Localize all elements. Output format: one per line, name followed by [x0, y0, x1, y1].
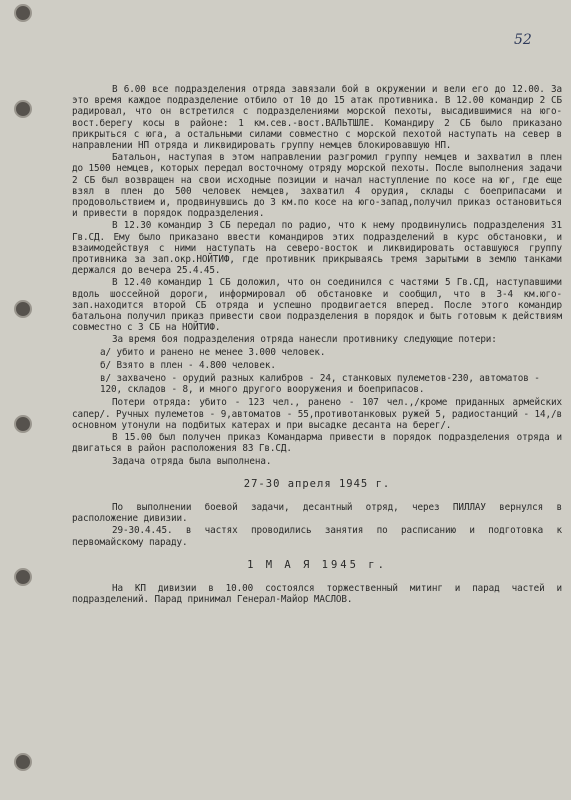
paragraph: В 15.00 был получен приказ Командарма привести в порядок подразделения отряда и двигаться в район расположения 83 Гв.СД.	[72, 432, 562, 455]
losses-list	[100, 347, 562, 396]
paragraph: В 12.40 командир 1 СБ доложил, что он соединился с частями 5 Гв.СД, наступавшими вдоль шоссейной дороги, информировал об обстановке и сообщил, что в 3-4 км.юго-зап.находится второй СБ отряда и успешно продвигается вперед. После этого командир батальона получил приказ привести свои подразделения в порядок и быть готовым к действиям совместно с 3 СБ на НОЙТИФ.	[72, 277, 562, 334]
paragraph: В 12.30 командир 3 СБ передал по радио, что к нему продвинулись подразделения 31 Гв.СД. Ему было приказано ввести командиров этих подразделений в курс обстановки, и взаимодействуя с ними наступать на северо-восток и ликвидировать оставшуюся группу противника за зап.окр.НОЙТИФ, где противник прикрываясь тремя зарытыми в землю танками держался до вечера 25.4.45.	[72, 220, 562, 277]
punch-hole	[14, 753, 32, 771]
punch-hole	[14, 415, 32, 433]
paragraph: По выполнении боевой задачи, десантный отряд, через ПИЛЛАУ вернулся в расположение дивизии.	[72, 501, 562, 525]
paragraph: В 6.00 все подразделения отряда завязали бой в окружении и вели его до 12.00. За это время каждое подразделение отбило от 10 до 15 атак противника. В 12.00 командир 2 СБ радировал, что он встретился с подразделениями морской пехоты, высадившимися на юго-вост.берегу косы в районе: 1 км.сев.-вост.ВАЛЬТШЛЕ. Командиру 2 СБ было приказано прикрыться с юга, а остальными силами совместно с морской пехотой наступать на север в направлении НП отряда и ликвидировать группу немцев блокировавшую НП.	[72, 84, 562, 152]
paragraph: Батальон, наступая в этом направлении разгромил группу немцев и захватил в плен до 1500 немцев, которых передал восточному отряду морской пехоты. После выполнения задачи 2 СБ был возвращен на свои исходные позиции и начал наступление по косе на юг, где еще взял в плен до 500 человек немцев, захватил 4 орудия, склады с боеприпасами и продовольствием и, продвинувшись до 3 км.по косе на юго-запад,получил приказ остановиться и привести в порядок подразделения.	[72, 152, 562, 220]
punch-hole	[14, 4, 32, 22]
punch-hole	[14, 100, 32, 118]
paragraph: Потери отряда: убито - 123 чел., ранено - 107 чел.,/кроме приданных армейских сапер/. Ручных пулеметов - 9,автоматов - 55,противотанковых ружей 5, радиостанций - 14,/в основном утонули на подбитых катерах и при высадке десанта на берег/.	[72, 397, 562, 431]
list-item: б/ Взято в плен - 4.800 человек.	[100, 359, 276, 371]
paragraph: На КП дивизии в 10.00 состоялся торжественный митинг и парад частей и подразделений. Парад принимал Генерал-Майор МАСЛОВ.	[72, 582, 562, 606]
section-heading: 27-30 апреля 1945 г.	[243, 477, 391, 490]
punch-hole	[14, 568, 32, 586]
paragraph: Задача отряда была выполнена.	[112, 455, 272, 467]
page-number: 52	[514, 32, 532, 48]
punch-hole	[14, 300, 32, 318]
paragraph: 29-30.4.45. в частях проводились занятия по расписанию и подготовка к первомайскому параду.	[72, 525, 562, 548]
paragraph: За время боя подразделения отряда нанесли противнику следующие потери:	[112, 334, 497, 346]
list-item: а/ убито и ранено не менее 3.000 человек.	[100, 346, 326, 358]
section-heading: 1 М А Я 1945 г.	[247, 558, 387, 571]
document-body	[72, 84, 562, 606]
list-item: в/ захвачено - орудий разных калибров - 24, станковых пулеметов-230, автоматов - 120, складов - 8, и много другого вооружения и боеприпасов.	[100, 373, 540, 396]
